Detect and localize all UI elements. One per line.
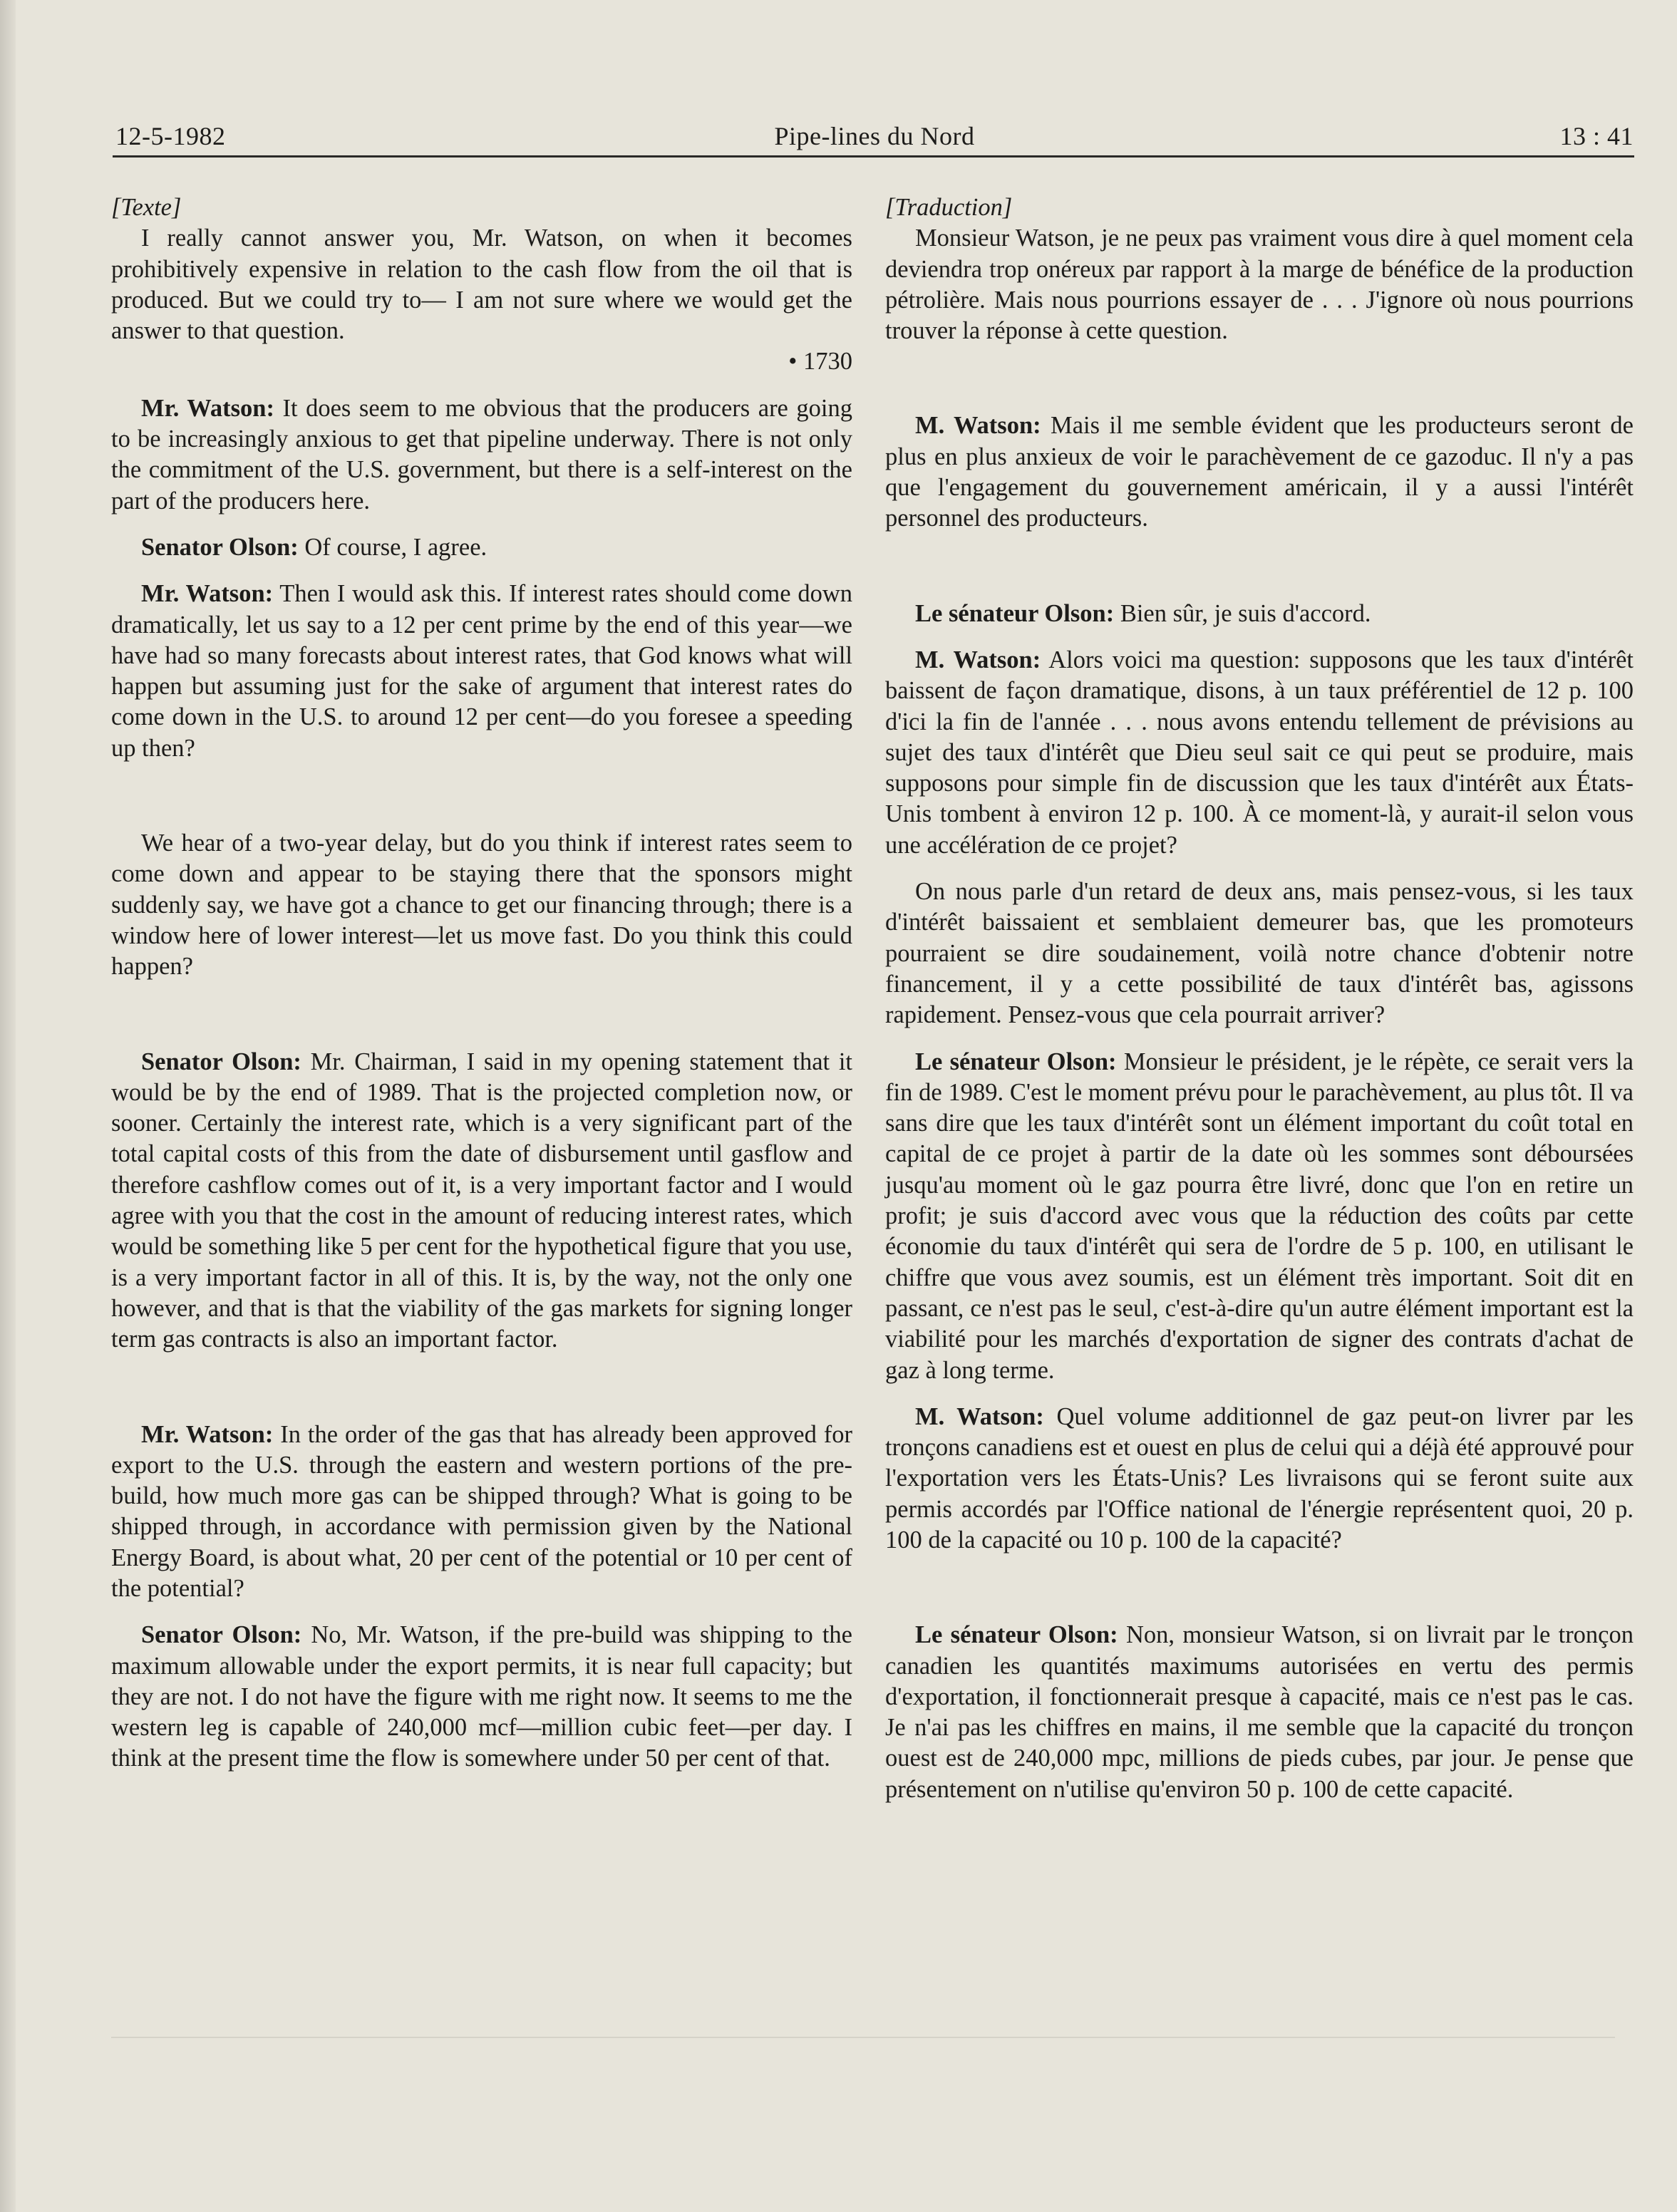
paragraph: Senator Olson: Mr. Chairman, I said in my opening statement that it would be by the end of 1989. That is the projected completion now, or sooner. Certainly the interest rate, which is a very significant part of the total capital costs of this from the date of disbursement until gasflow and therefore cashflow comes out of it, is a very important factor and I would agree with you that the cost in the amount of reducing interest rates, which would be something like 5 per cent for the hypothetical figure that you use, is a very important factor in all of this. It is, by the way, not the only one however, and that is that the viability of the gas markets for signing longer term gas contracts is also an important factor. <box>111 1048 853 1353</box>
time-marker: • 1730 <box>788 348 852 376</box>
paragraph: Le sénateur Olson: Non, monsieur Watson, si on livrait par le tronçon canadien les quantités maximums autorisées en vertu des permis d'exportation, il fonctionnerait presque à capacité, mais ce n'est pas le cas. Je n'ai pas les chiffres en mains, il me semble que la capacité du tronçon ouest est de 240,000 mpc, millions de pieds cubes, par jour. Je pense que présentement on n'utilise qu'environ 50 p. 100 de cette capacité. <box>885 1621 1634 1803</box>
speaker: Mr. Watson: <box>141 394 274 422</box>
footer-rule <box>111 2037 1615 2038</box>
paragraph: Le sénateur Olson: Bien sûr, je suis d'accord. <box>915 599 1371 627</box>
paragraph: M. Watson: Alors voici ma question: supposons que les taux d'intérêt baissent de façon dramatique, disons, à un taux préférentiel de 12 p. 100 d'ici la fin de l'année . . . nous avons entendu tellement de prévisions au sujet des taux d'intérêt que Dieu seul sait ce qui peut se produire, mais supposons pour simple fin de discussion que les taux d'intérêt aux États-Unis tombent à environ 12 p. 100. À ce moment-là, y aurait-il selon vous une accélération de ce projet? <box>885 646 1634 859</box>
speaker: Senator Olson: <box>141 1048 301 1075</box>
header-page-number: 13 : 41 <box>1559 122 1634 150</box>
page-header <box>115 121 1634 158</box>
speaker: Mr. Watson: <box>141 1420 274 1448</box>
speaker: Le sénateur Olson: <box>915 599 1115 627</box>
section-label: [Texte] <box>111 194 182 221</box>
paragraph: I really cannot answer you, Mr. Watson, on when it becomes prohibitively expensive in relation to the cash flow from the oil that is produced. But we could try to— I am not sure where we would get the answer to that question. <box>111 224 852 345</box>
paragraph: M. Watson: Quel volume additionnel de gaz peut-on livrer par les tronçons canadiens est et ouest en plus de celui qui a déjà été approuvé pour l'exportation vers les États-Unis? Les livraisons qui se feront suite aux permis accordés par l'Office national de l'énergie représentent quoi, 20 p. 100 de la capacité ou 10 p. 100 de la capacité? <box>885 1402 1634 1554</box>
paragraph: Senator Olson: Of course, I agree. <box>141 533 487 561</box>
paragraph: Mr. Watson: It does seem to me obvious that the producers are going to be increasingly anxious to get that pipeline underway. There is not only the commitment of the U.S. government, but there is a self-interest on the part of the producers here. <box>111 394 852 515</box>
header-date: 12-5-1982 <box>115 122 226 150</box>
speaker: M. Watson: <box>915 646 1041 673</box>
paragraph: M. Watson: Mais il me semble évident que les producteurs seront de plus en plus anxieux de voir le parachèvement de ce gazoduc. Il n'y a pas que l'engagement du gouvernement américain, il y a aussi l'intérêt personnel des producteurs. <box>885 412 1634 532</box>
paragraph: Senator Olson: No, Mr. Watson, if the pre-build was shipping to the maximum allowable under the export permits, it is near full capacity; but they are not. I do not have the figure with me right now. It seems to me the western leg is capable of 240,000 mcf—million cubic feet—per day. I think at the present time the flow is somewhere under 50 per cent of that. <box>111 1621 852 1772</box>
paragraph: Monsieur Watson, je ne peux pas vraiment vous dire à quel moment cela deviendra trop onéreux par rapport à la marge de bénéfice de la production pétrolière. Mais nous pourrions essayer de . . . J'ignore où nous pourrions trouver la réponse à cette question. <box>885 224 1634 345</box>
paragraph: On nous parle d'un retard de deux ans, mais pensez-vous, si les taux d'intérêt baissaient et semblaient demeurer bas, que les promoteurs pourraient se dire soudainement, voilà notre chance d'obtenir notre financement, il y a cette possibilité de taux d'intérêt bas, agissons rapidement. Pensez-vous que cela pourrait arriver? <box>885 878 1634 1029</box>
paragraph: Le sénateur Olson: Monsieur le président, je le répète, ce serait vers la fin de 1989. C'est le moment prévu pour le parachèvement, au plus tôt. Il va sans dire que les taux d'intérêt sont un élément important du coût total en capital de ce projet à partir de la date où les sommes sont déboursées jusqu'au moment où le gaz pourra être livré, donc que l'on en retire un profit; je suis d'accord avec vous que la réduction des coûts par cette économie du taux d'intérêt qui sera de l'ordre de 5 p. 100, en utilisant le chiffre que vous avez soumis, est un élément très important. Soit dit en passant, ce n'est pas le seul, c'est-à-dire qu'un autre élément important est la viabilité pour les marchés d'exportation de signer des contrats d'achat de gaz à long terme. <box>885 1048 1634 1384</box>
speaker: Le sénateur Olson: <box>915 1048 1117 1075</box>
english-column <box>111 192 852 1774</box>
speaker: M. Watson: <box>915 1402 1044 1430</box>
paragraph: Mr. Watson: In the order of the gas that has already been approved for export to the U.S. through the eastern and western portions of the pre-build, how much more gas can be shipped through? What is going to be shipped through, in accordance with permission given by the National Energy Board, is about what, 20 per cent of the potential or 10 per cent of the potential? <box>111 1420 852 1602</box>
speaker: Senator Olson: <box>141 1621 302 1649</box>
header-rule <box>113 155 1634 157</box>
paragraph: We hear of a two-year delay, but do you think if interest rates seem to come down and appear to be staying there that the sponsors might suddenly say, we have got a chance to get our financing through; there is a window here of lower interest—let us move fast. Do you think this could happen? <box>111 830 852 981</box>
header-title: Pipe-lines du Nord <box>774 122 975 150</box>
french-column <box>885 192 1634 1805</box>
page-binding-edge <box>0 0 16 2212</box>
speaker: Le sénateur Olson: <box>915 1621 1118 1649</box>
paragraph: Mr. Watson: Then I would ask this. If interest rates should come down dramatically, let us say to a 12 per cent prime by the end of this year—we have had so many forecasts about interest rates, that God knows what will happen but assuming just for the sake of argument that interest rates do come down in the U.S. to around 12 per cent—do you foresee a speeding up then? <box>111 580 852 762</box>
speaker: M. Watson: <box>915 412 1041 440</box>
section-label: [Traduction] <box>885 194 1013 221</box>
speaker: Senator Olson: <box>141 533 299 561</box>
speaker: Mr. Watson: <box>141 580 274 608</box>
